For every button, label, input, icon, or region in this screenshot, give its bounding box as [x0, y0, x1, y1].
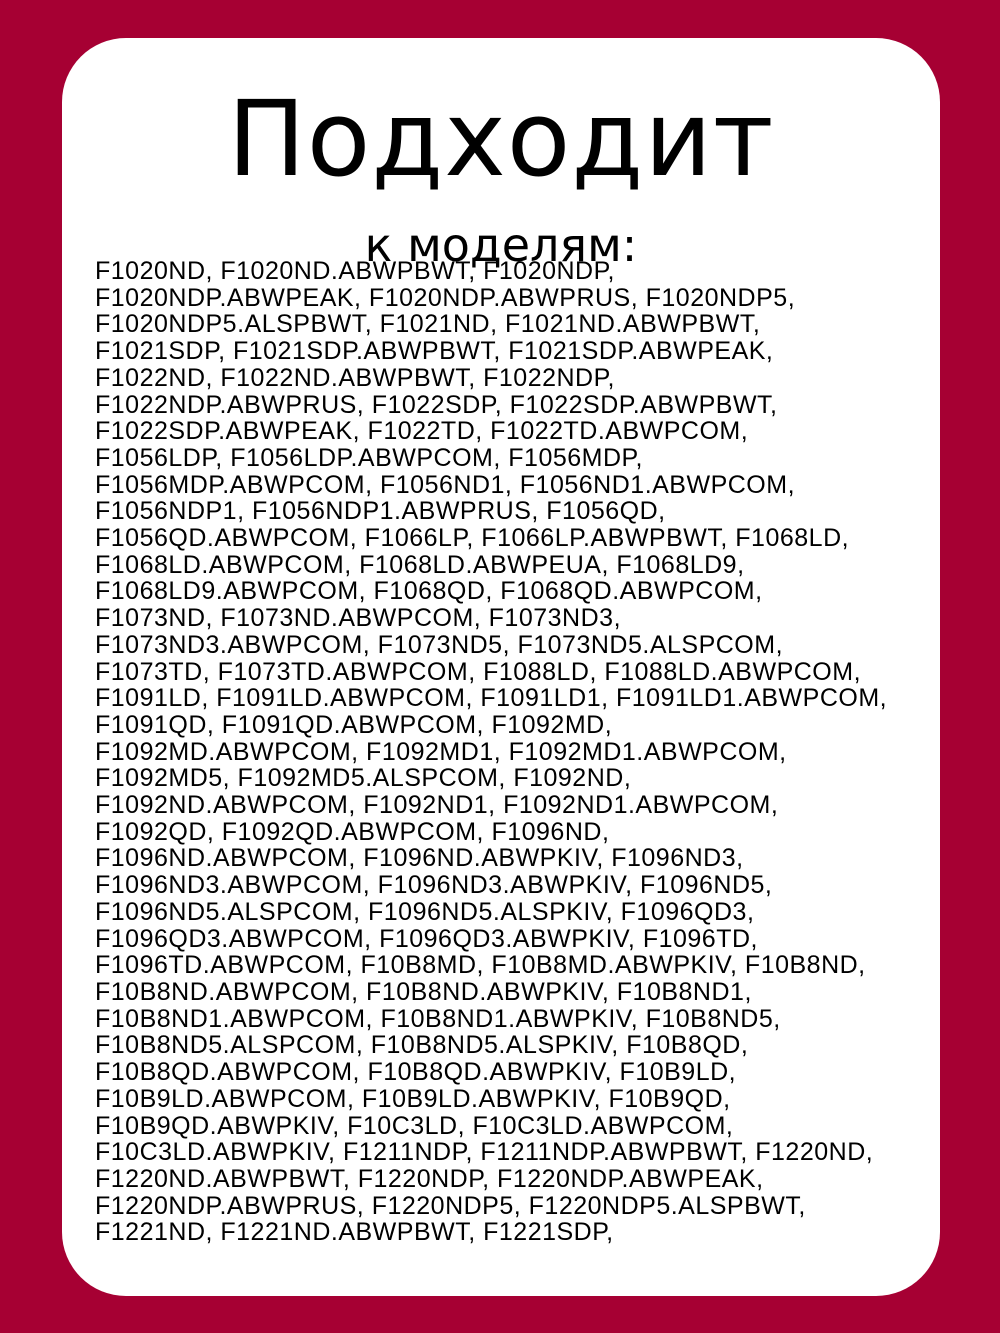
model-list-line: F1073ND, F1073ND.ABWPCOM, F1073ND3, — [95, 604, 622, 633]
model-list-line: F1096ND3.ABWPCOM, F1096ND3.ABWPKIV, F1096ND5, — [95, 871, 773, 900]
model-list-line: F1022ND, F1022ND.ABWPBWT, F1022NDP, — [95, 363, 616, 392]
model-list-line: F1091LD, F1091LD.ABWPCOM, F1091LD1, F1091LD1.ABWPCOM, — [95, 684, 888, 713]
model-list-line: F10C3LD.ABWPKIV, F1211NDP, F1211NDP.ABWPBWT, F1220ND, — [95, 1138, 874, 1167]
model-list-line: F10B8ND.ABWPCOM, F10B8ND.ABWPKIV, F10B8ND1, — [95, 977, 752, 1006]
model-list-line: F1073ND3.ABWPCOM, F1073ND5, F1073ND5.ALSPCOM, — [95, 630, 784, 659]
model-list-line: F1092QD, F1092QD.ABWPCOM, F1096ND, — [95, 817, 610, 846]
model-list-line: F1092MD.ABWPCOM, F1092MD1, F1092MD1.ABWPCOM, — [95, 737, 787, 766]
model-list-line: F1092MD5, F1092MD5.ALSPCOM, F1092ND, — [95, 764, 632, 793]
model-list — [95, 258, 925, 1246]
model-list-line: F1096TD.ABWPCOM, F10B8MD, F10B8MD.ABWPKIV, F10B8ND, — [95, 951, 866, 980]
model-list-line: F10B9QD.ABWPKIV, F10C3LD, F10C3LD.ABWPCOM, — [95, 1111, 734, 1140]
model-list-line: F1068LD.ABWPCOM, F1068LD.ABWPEUA, F1068LD9, — [95, 550, 745, 579]
model-list-line: F10B8QD.ABWPCOM, F10B8QD.ABWPKIV, F10B9LD, — [95, 1058, 737, 1087]
model-list-line: F1096ND.ABWPCOM, F1096ND.ABWPKIV, F1096ND3, — [95, 844, 744, 873]
model-list-line: F1056NDP1, F1056NDP1.ABWPRUS, F1056QD, — [95, 497, 666, 526]
model-list-line: F1221ND, F1221ND.ABWPBWT, F1221SDP, — [95, 1218, 614, 1247]
model-list-line: F1073TD, F1073TD.ABWPCOM, F1088LD, F1088LD.ABWPCOM, — [95, 657, 862, 686]
compatibility-card — [62, 38, 940, 1296]
model-list-line: F1220NDP.ABWPRUS, F1220NDP5, F1220NDP5.ALSPBWT, — [95, 1191, 806, 1220]
model-list-line: F1220ND.ABWPBWT, F1220NDP, F1220NDP.ABWPEAK, — [95, 1164, 764, 1193]
model-list-line: F1091QD, F1091QD.ABWPCOM, F1092MD, — [95, 710, 613, 739]
model-list-line: F1068LD9.ABWPCOM, F1068QD, F1068QD.ABWPCOM, — [95, 577, 763, 606]
model-list-line: F1021SDP, F1021SDP.ABWPBWT, F1021SDP.ABWPEAK, — [95, 337, 774, 366]
model-list-line: F1096ND5.ALSPCOM, F1096ND5.ALSPKIV, F1096QD3, — [95, 897, 755, 926]
model-list-line: F1020NDP5.ALSPBWT, F1021ND, F1021ND.ABWPBWT, — [95, 310, 761, 339]
model-list-line: F1096QD3.ABWPCOM, F1096QD3.ABWPKIV, F1096TD, — [95, 924, 758, 953]
model-list-line: F1020ND, F1020ND.ABWPBWT, F1020NDP, — [95, 257, 616, 285]
model-list-line: F10B8ND5.ALSPCOM, F10B8ND5.ALSPKIV, F10B8QD, — [95, 1031, 749, 1060]
model-list-line: F1092ND.ABWPCOM, F1092ND1, F1092ND1.ABWPCOM, — [95, 791, 779, 820]
model-list-line: F1022NDP.ABWPRUS, F1022SDP, F1022SDP.ABWPBWT, — [95, 390, 778, 419]
page-subtitle: к моделям: — [364, 218, 638, 272]
model-list-line: F1022SDP.ABWPEAK, F1022TD, F1022TD.ABWPCOM, — [95, 417, 749, 446]
page-title: Подходит — [227, 78, 775, 200]
model-list-line: F1020NDP.ABWPEAK, F1020NDP.ABWPRUS, F1020NDP5, — [95, 283, 796, 312]
model-list-line: F1056MDP.ABWPCOM, F1056ND1, F1056ND1.ABWPCOM, — [95, 470, 796, 499]
model-list-line: F1056LDP, F1056LDP.ABWPCOM, F1056MDP, — [95, 443, 643, 472]
model-list-line: F1056QD.ABWPCOM, F1066LP, F1066LP.ABWPBWT, F1068LD, — [95, 524, 850, 553]
model-list-line: F10B9LD.ABWPCOM, F10B9LD.ABWPKIV, F10B9QD, — [95, 1084, 731, 1113]
model-list-line: F10B8ND1.ABWPCOM, F10B8ND1.ABWPKIV, F10B8ND5, — [95, 1004, 781, 1033]
